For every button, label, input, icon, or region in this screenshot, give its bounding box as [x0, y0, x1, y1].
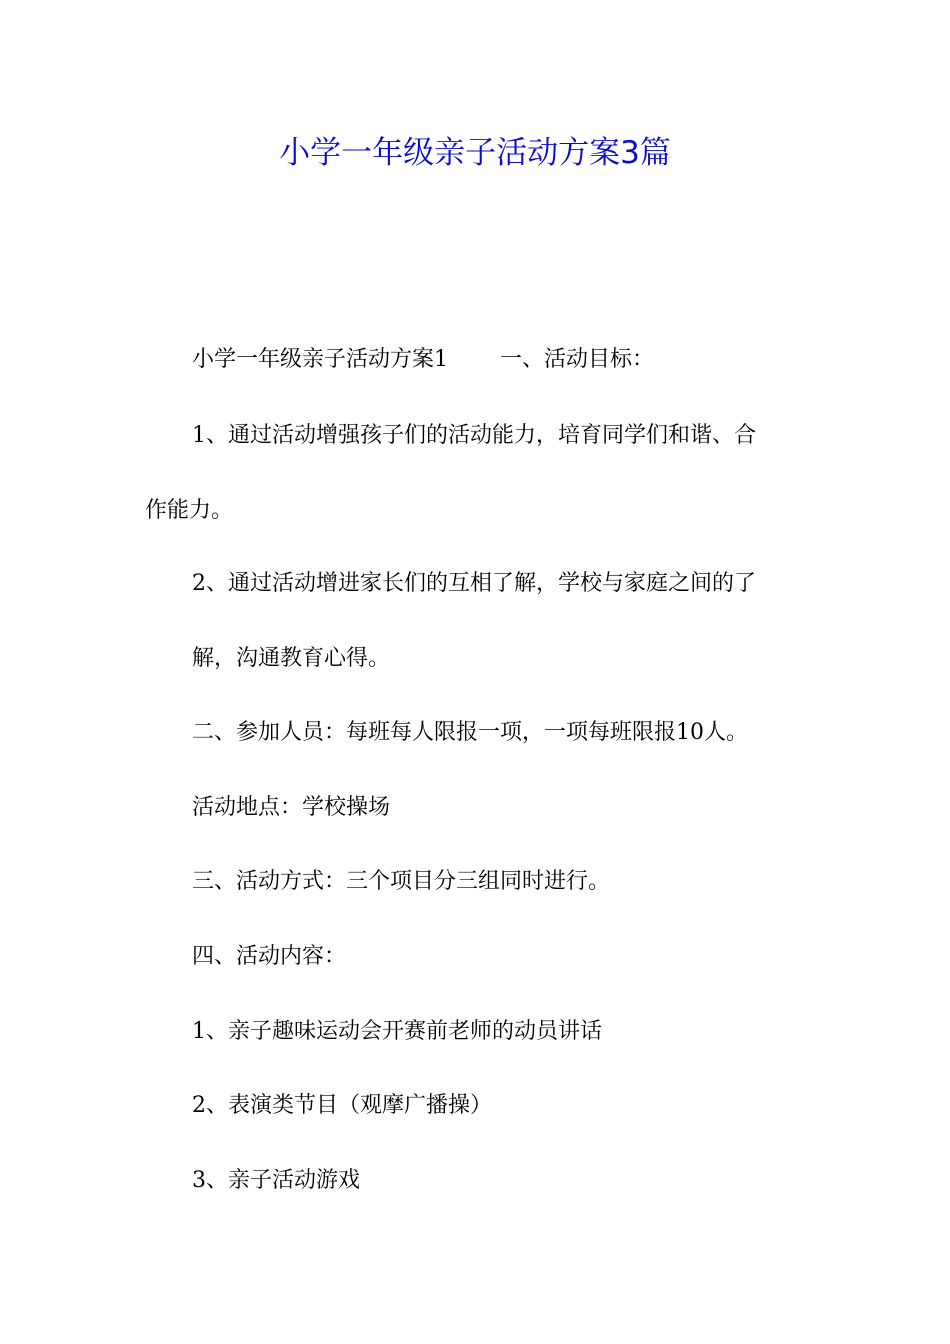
section1-heading: 一、活动目标： — [500, 347, 655, 372]
content-item-2: 2、表演类节目（观摩广播操） — [192, 1093, 492, 1118]
document-title: 小学一年级亲子活动方案3篇 — [279, 135, 671, 171]
goal1-line2: 作能力。 — [145, 498, 234, 523]
location-line: 活动地点：学校操场 — [192, 795, 391, 820]
intro-heading: 小学一年级亲子活动方案1 — [192, 347, 448, 372]
content-item-3: 3、亲子活动游戏 — [192, 1168, 360, 1193]
content-item-1: 1、亲子趣味运动会开赛前老师的动员讲话 — [192, 1019, 602, 1044]
method-line: 三、活动方式：三个项目分三组同时进行。 — [192, 869, 611, 894]
goal2-line2: 解，沟通教育心得。 — [192, 646, 391, 671]
goal2-line1: 2、通过活动增进家长们的互相了解，学校与家庭之间的了 — [192, 571, 756, 596]
intro-line — [192, 345, 654, 375]
content-heading: 四、活动内容： — [192, 944, 347, 969]
participants-line: 二、参加人员：每班每人限报一项，一项每班限报10人。 — [192, 720, 748, 745]
goal1-line1: 1、通过活动增强孩子们的活动能力，培育同学们和谐、合 — [192, 423, 756, 448]
